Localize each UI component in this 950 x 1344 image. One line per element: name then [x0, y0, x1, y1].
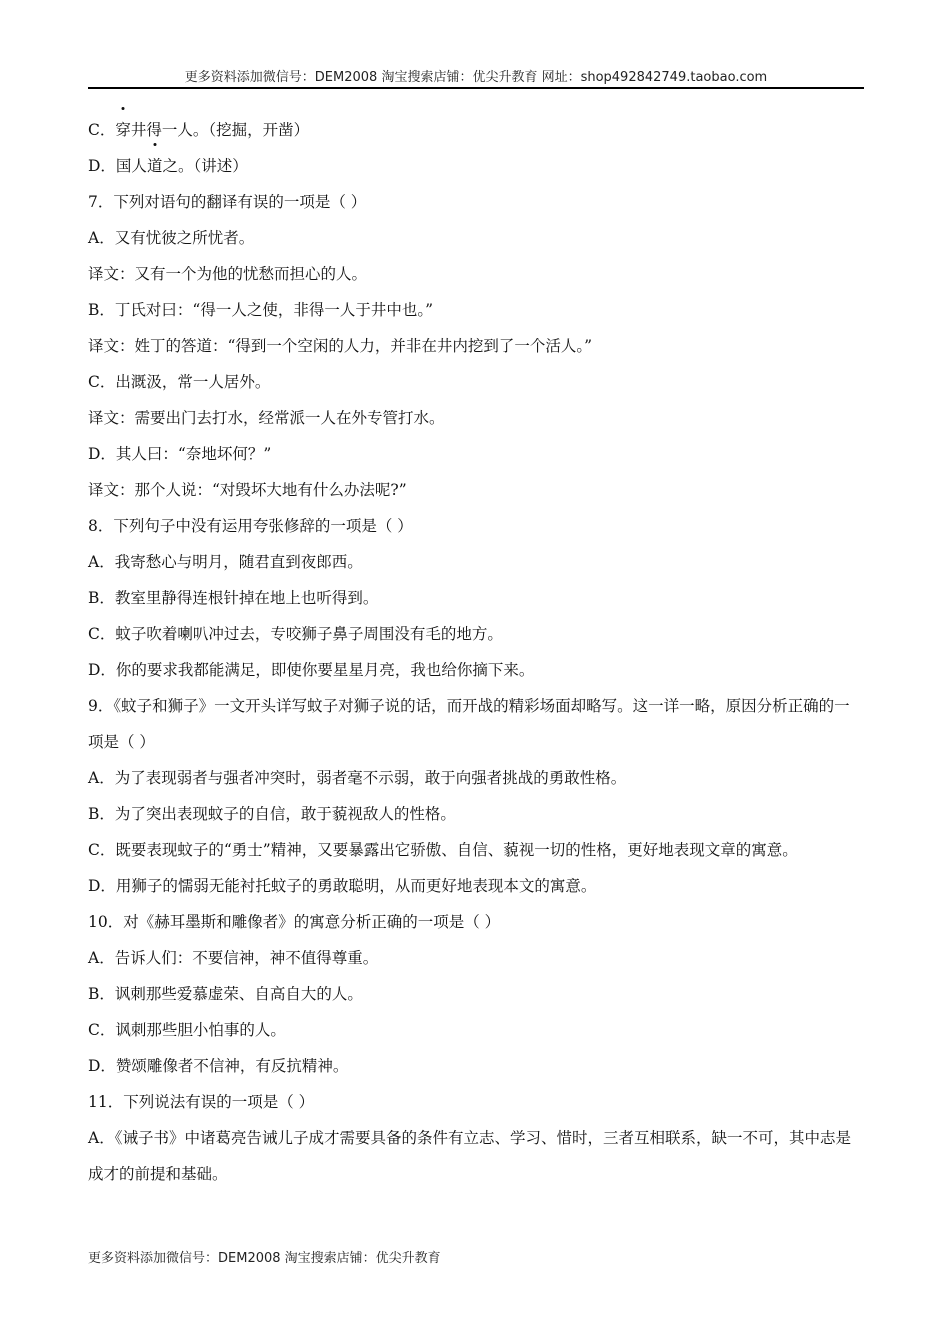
question-11: 11．下列说法有误的一项是（ ） — [88, 1093, 315, 1111]
q9-option-b: B．为了突出表现蚊子的自信，敢于藐视敌人的性格。 — [88, 805, 456, 823]
option-d-dotted: D．国人道之。（讲述） — [88, 148, 864, 184]
q10-option-a: A．告诉人们：不要信神，神不值得尊重。 — [88, 949, 379, 967]
question-7: 7．下列对语句的翻译有误的一项是（ ） — [88, 193, 367, 211]
question-8: 8．下列句子中没有运用夸张修辞的一项是（ ） — [88, 517, 413, 535]
q7-option-c: C．出溉汲，常一人居外。 — [88, 373, 271, 391]
q7-translation-b: 译文：姓丁的答道：“得到一个空闲的人力，并非在井内挖到了一个活人。” — [88, 337, 593, 355]
q9-option-d: D．用狮子的懦弱无能衬托蚊子的勇敢聪明，从而更好地表现本文的寓意。 — [88, 877, 597, 895]
q8-option-d: D．你的要求我都能满足，即使你要星星月亮，我也给你摘下来。 — [88, 661, 535, 679]
emphasis-dot-char: 道 — [147, 148, 163, 184]
q8-option-b: B．教室里静得连根针掉在地上也听得到。 — [88, 589, 379, 607]
header-rule — [88, 87, 864, 89]
q9-option-c: C．既要表现蚊子的“勇士”精神，又要暴露出它骄傲、自信、藐视一切的性格，更好地表现文章的寓意。 — [88, 841, 798, 859]
q7-translation-a: 译文：又有一个为他的忧愁而担心的人。 — [88, 265, 368, 283]
q7-option-d: D．其人曰：“奈地坏何？” — [88, 445, 272, 463]
option-c-dotted: C．穿井得一人。（挖掘，开凿） — [88, 112, 864, 148]
q11-option-a: A．《诫子书》中诸葛亮告诫儿子成才需要具备的条件有立志、学习、惜时，三者互相联系，缺一不可，其中志是成才的前提和基础。 — [88, 1129, 851, 1183]
question-9: 9．《蚊子和狮子》一文开头详写蚊子对狮子说的话，而开战的精彩场面却略写。这一详一略，原因分析正确的一项是（ ） — [88, 697, 850, 751]
q10-option-b: B．讽刺那些爱慕虚荣、自高自大的人。 — [88, 985, 363, 1003]
page-footer: 更多资料添加微信号：DEM2008 淘宝搜索店铺：优尖升教育 — [88, 1251, 441, 1266]
q8-option-c: C．蚊子吹着喇叭冲过去，专咬狮子鼻子周围没有毛的地方。 — [88, 625, 503, 643]
emphasis-dot-char: 穿 — [115, 112, 131, 148]
q8-option-a: A．我寄愁心与明月，随君直到夜郎西。 — [88, 553, 363, 571]
page-header: 更多资料添加微信号：DEM2008 淘宝搜索店铺：优尖升教育 网址：shop492842749.taobao.com — [184, 70, 768, 85]
q7-translation-d: 译文：那个人说：“对毁坏大地有什么办法呢?” — [88, 481, 407, 499]
q7-translation-c: 译文：需要出门去打水，经常派一人在外专管打水。 — [88, 409, 445, 427]
q9-option-a: A．为了表现弱者与强者冲突时，弱者毫不示弱，敢于向强者挑战的勇敢性格。 — [88, 769, 627, 787]
q10-option-c: C．讽刺那些胆小怕事的人。 — [88, 1021, 286, 1039]
question-10: 10．对《赫耳墨斯和雕像者》的寓意分析正确的一项是（ ） — [88, 913, 501, 931]
q7-option-a: A．又有忧彼之所忧者。 — [88, 229, 255, 247]
document-body — [88, 112, 864, 1192]
q10-option-d: D．赞颂雕像者不信神，有反抗精神。 — [88, 1057, 349, 1075]
q7-option-b: B．丁氏对曰：“得一人之使，非得一人于井中也。” — [88, 301, 433, 319]
